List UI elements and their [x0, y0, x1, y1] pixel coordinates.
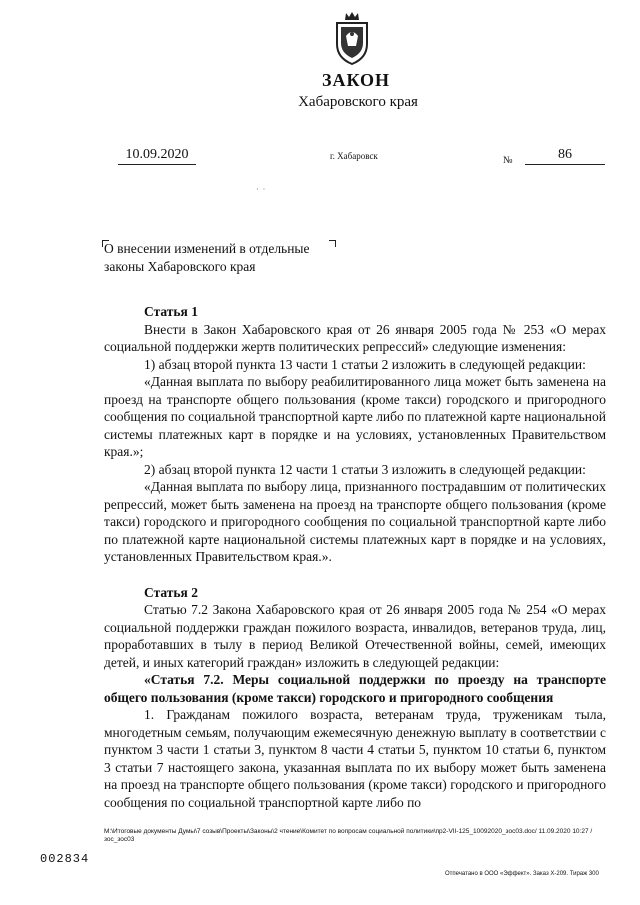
- paragraph: «Данная выплата по выбору реабилитированного лица может быть заменена на проезд на транспорте общего пользования (кроме такси) городского и пригородного сообщения по социальной транспортной карте либо по платежной карте национальной системы платежных карт в порядке и на условиях, установленных Правительством края.»;: [104, 374, 606, 459]
- scan-artifact: · ·: [256, 185, 266, 194]
- document-subtitle: Хабаровского края: [298, 94, 418, 110]
- coat-of-arms-icon: [332, 10, 372, 66]
- registration-stamp: 002834: [40, 852, 90, 866]
- document-body: [104, 303, 606, 811]
- document-number: 86: [525, 147, 605, 165]
- printer-note: Отпечатано в ООО «Эффект». Заказ Х-209. Тираж 300: [445, 871, 599, 877]
- document-date: 10.09.2020: [118, 147, 196, 165]
- paragraph: Внести в Закон Хабаровского края от 26 января 2005 года № 253 «О мерах социальной поддержки жертв политических репрессий» следующие изменения:: [104, 321, 606, 354]
- paragraph: «Данная выплата по выбору лица, признанного пострадавшим от политических репрессий, может быть заменена на проезд на транспорте общего пользования (кроме такси) городского и пригородного сообщения по социальной транспортной карте либо по платежной карте национальной системы платежных карт в порядке и на условиях, установленных Правительством края.».: [104, 479, 606, 564]
- paragraph: 2) абзац второй пункта 12 части 1 статьи 3 изложить в следующей редакции:: [144, 461, 586, 477]
- article-heading: «Статья 7.2. Меры социальной поддержки по проезду на транспорте общего пользования (кроме такси) городского и пригородного сообщения: [104, 672, 606, 705]
- paragraph: 1) абзац второй пункта 13 части 1 статьи 2 изложить в следующей редакции:: [144, 356, 586, 372]
- paragraph: 1. Гражданам пожилого возраста, ветеранам труда, труженикам тыла, многодетным семьям, получающим ежемесячную денежную выплату в соответствии с пунктом 3 части 1 статьи 3, пунктом 8 части 4 статьи 5, пунктом 10 статьи 6, пунктом 3 статьи 7 настоящего закона, указанная выплата по их выбору может быть заменена на проезд на транспорте общего пользования (кроме такси) городского и пригородного сообщения по социальной транспортной карте либо по: [104, 707, 606, 810]
- document-title: ЗАКОН: [321, 70, 391, 90]
- document-city: г. Хабаровск: [330, 151, 378, 161]
- article-heading: Статья 1: [144, 304, 198, 319]
- subject-line: законы Хабаровского края: [104, 259, 256, 274]
- document-subject: [104, 240, 344, 276]
- article-heading: Статья 2: [144, 584, 198, 600]
- paragraph: Статью 7.2 Закона Хабаровского края от 26 января 2005 года № 254 «О мерах социальной поддержки граждан пожилого возраста, инвалидов, ветеранов труда, лиц, проработавших в тылу в период Великой Отечественной войны, семей, имеющих детей, и иных категорий граждан» изложить в следующей редакции:: [104, 602, 606, 670]
- file-path: M:\Итоговые документы Думы\7 созыв\Проекты\Законы\2 чтение\Комитет по вопросам социальной политики\пр2-VII-125_10092020_зос03.doc/ 11.09.2020 10:27 / зос_зос03: [104, 828, 593, 843]
- subject-line: О внесении изменений в отдельные: [104, 241, 310, 256]
- number-sign: №: [503, 155, 513, 166]
